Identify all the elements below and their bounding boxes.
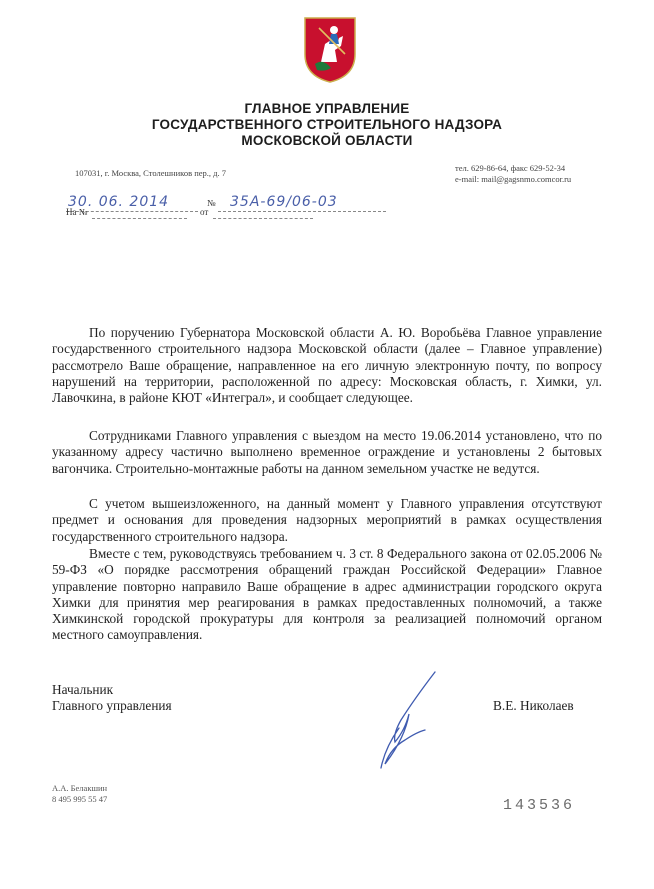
reply-to-number-label: На № [66, 207, 88, 217]
reply-to-date-underline [213, 218, 313, 219]
body-paragraph-4: Вместе с тем, руководствуясь требованием ч. 3 ст. 8 Федерального закона от 02.05.2006 № 59-ФЗ «О порядке рассмотрения обращений граждан Российской Федерации» Главное управление повторно направило Ваше обращение в адрес администрации городского округа Химки для принятия мер реагирования в рамках предоставленных полномочий, а также Химкинской городской прокуратуры для контроля за реализацией полномочий органом местного самоуправления. [52, 546, 602, 643]
reply-to-date-label: от [200, 207, 209, 217]
number-underline [218, 211, 386, 212]
handwritten-signature-icon [365, 668, 445, 773]
org-phone: тел. 629-86-64, факс 629-52-34 [455, 163, 566, 173]
signer-name: В.Е. Николаев [493, 698, 574, 713]
signer-title-line1: Начальник [52, 682, 114, 697]
executor-phone: 8 495 995 55 47 [52, 794, 108, 804]
org-email: e-mail: mail@gagsnmo.comcor.ru [455, 174, 572, 184]
handwritten-outgoing-number: 35А-69/06-03 [230, 194, 338, 210]
org-address: 107031, г. Москва, Столешников пер., д. 7 [75, 168, 226, 178]
signer-title-line2: Главного управления [52, 698, 172, 713]
org-name-line1: ГЛАВНОЕ УПРАВЛЕНИЕ [244, 101, 410, 116]
org-name-line2: ГОСУДАРСТВЕННОГО СТРОИТЕЛЬНОГО НАДЗОРА [151, 117, 503, 132]
number-sign: № [207, 198, 216, 208]
reply-to-number-underline [92, 218, 187, 219]
executor-name: А.А. Белакшин [52, 783, 108, 793]
coat-of-arms-icon [301, 14, 359, 84]
body-paragraph-3: С учетом вышеизложенного, на данный момент у Главного управления отсутствуют предмет и основания для проведения надзорных мероприятий в рамках осуществления государственного строительного надзора. [52, 496, 602, 544]
document-serial-number: 143536 [503, 797, 576, 814]
handwritten-date: 30. 06. 2014 [68, 194, 170, 210]
body-paragraph-2: Сотрудниками Главного управления с выездом на место 19.06.2014 установлено, что по указанному адресу частично выполнено временное ограждение и установлены 2 бытовых вагончика. Строительно-монтажные работы на данном земельном участке не ведутся. [52, 428, 602, 476]
org-name-line3: МОСКОВСКОЙ ОБЛАСТИ [241, 133, 413, 148]
body-paragraph-1: По поручению Губернатора Московской области А. Ю. Воробьёва Главное управление государственного строительного надзора Московской области (далее – Главное управление) рассмотрело Ваше обращение, направленное на его личную электронную почту, по вопросу нарушений на территории, расположенной по адресу: Московская область, г. Химки, ул. Лавочкина, в районе КЮТ «Интеграл», и сообщает следующее. [52, 325, 602, 406]
